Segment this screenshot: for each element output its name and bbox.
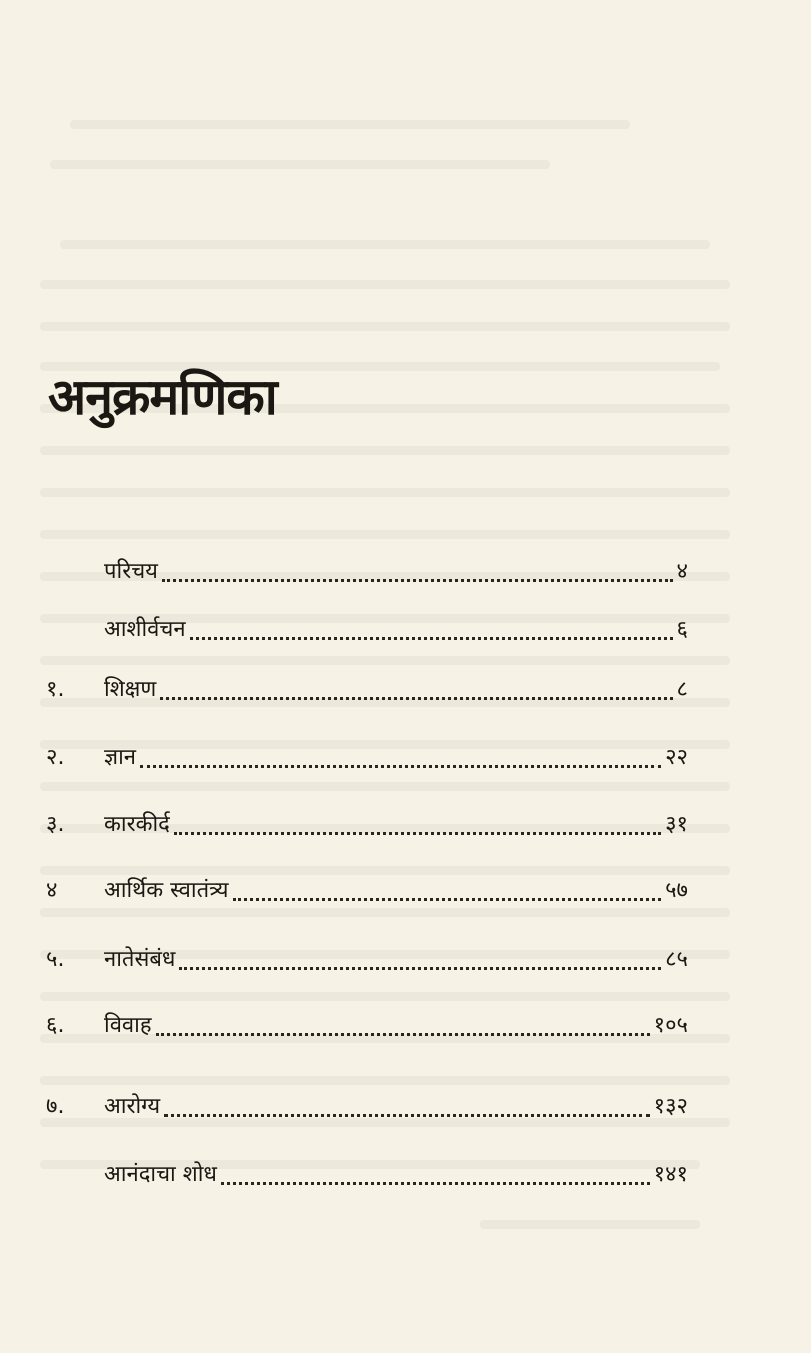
- toc-chapter-title: आर्थिक स्वातंत्र्य: [104, 878, 229, 903]
- toc-entry-blessings[interactable]: [46, 610, 688, 650]
- dot-leader: [179, 967, 661, 970]
- toc-chapter-title: आशीर्वचन: [104, 617, 186, 642]
- toc-entry-chapter-5[interactable]: [46, 940, 688, 980]
- toc-chapter-number: ३.: [46, 812, 65, 837]
- toc-chapter-title: आरोग्य: [104, 1094, 161, 1119]
- toc-chapter-title: शिक्षण: [104, 677, 157, 702]
- dot-leader: [174, 832, 661, 835]
- dot-leader: [221, 1182, 650, 1185]
- dot-leader: [164, 1114, 650, 1117]
- toc-page-number: २२: [665, 745, 688, 770]
- toc-chapter-number: ५.: [46, 947, 65, 972]
- toc-entry-chapter-4[interactable]: [46, 871, 688, 911]
- toc-chapter-title: परिचय: [104, 559, 158, 584]
- dot-leader: [162, 579, 673, 582]
- toc-page-number: ८: [676, 677, 688, 702]
- toc-page-number: ४: [676, 559, 688, 584]
- dot-leader: [233, 898, 661, 901]
- toc-chapter-number: ६.: [46, 1013, 65, 1038]
- toc-entry-chapter-6[interactable]: [46, 1006, 688, 1046]
- toc-page-number: ६: [676, 617, 688, 642]
- page-title: अनुक्रमणिका: [48, 368, 277, 426]
- toc-page-number: १४१: [653, 1162, 688, 1187]
- toc-page-number: ३१: [665, 812, 688, 837]
- toc-entry-chapter-2[interactable]: [46, 738, 688, 778]
- toc-chapter-title: आनंदाचा शोध: [104, 1162, 217, 1187]
- toc-entry-chapter-3[interactable]: [46, 805, 688, 845]
- toc-entry-introduction[interactable]: [46, 552, 688, 592]
- dot-leader: [156, 1033, 650, 1036]
- toc-chapter-title: कारकीर्द: [104, 812, 170, 837]
- dot-leader: [190, 637, 673, 640]
- toc-page-number: ८५: [665, 947, 688, 972]
- toc-entry-chapter-1[interactable]: [46, 670, 688, 710]
- toc-page-number: १३२: [653, 1094, 688, 1119]
- toc-entry-pursuit-of-happiness[interactable]: [46, 1155, 688, 1195]
- toc-page-number: १०५: [653, 1013, 688, 1038]
- toc-chapter-number: २.: [46, 745, 65, 770]
- dot-leader: [140, 765, 661, 768]
- toc-chapter-title: विवाह: [104, 1013, 152, 1038]
- dot-leader: [160, 697, 673, 700]
- toc-entry-chapter-7[interactable]: [46, 1087, 688, 1127]
- toc-page-number: ५७: [665, 878, 688, 903]
- toc-chapter-title: नातेसंबंध: [104, 947, 176, 972]
- toc-chapter-title: ज्ञान: [104, 745, 137, 770]
- toc-chapter-number: ४: [46, 878, 58, 903]
- toc-chapter-number: १.: [46, 677, 65, 702]
- toc-chapter-number: ७.: [46, 1094, 65, 1119]
